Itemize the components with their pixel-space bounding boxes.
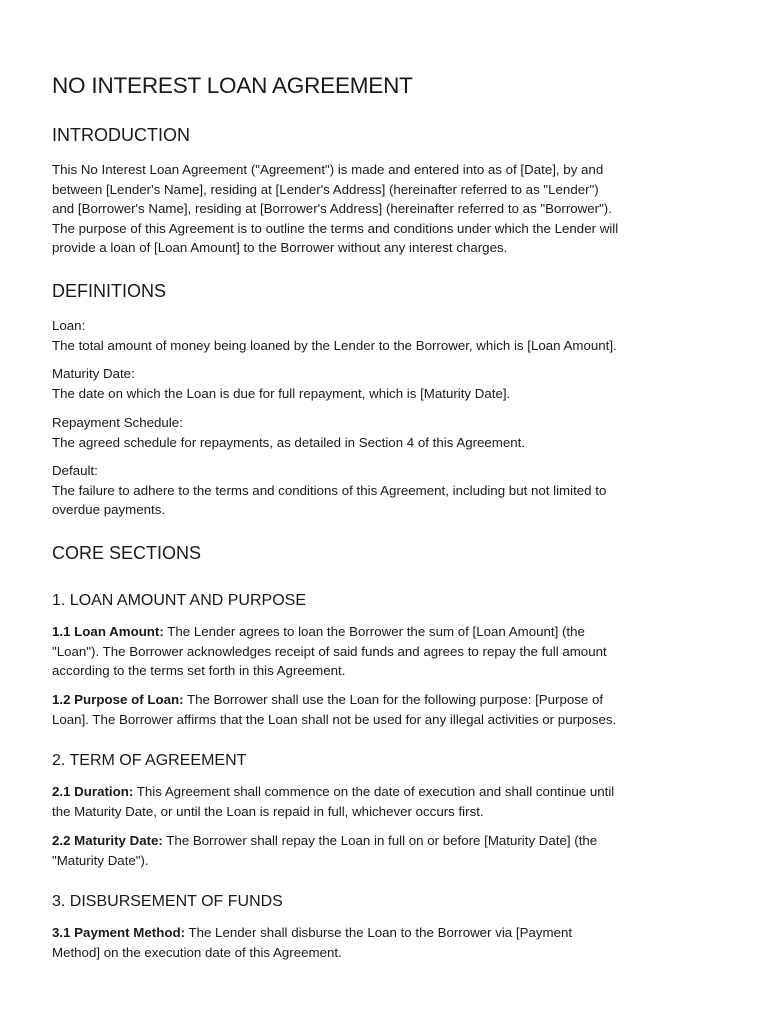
section-1-heading: 1. LOAN AMOUNT AND PURPOSE: [52, 592, 306, 609]
definition-repayment-schedule: [52, 413, 724, 452]
text-line: The purpose of this Agreement is to outline the terms and conditions under which the Lender will: [52, 220, 619, 236]
clause-text: The Borrower shall use the Loan for the following purpose: [Purpose of: [183, 692, 604, 707]
clause-text: The Lender shall disburse the Loan to the Borrower via [Payment: [185, 925, 573, 940]
definition-text: overdue payments.: [52, 502, 166, 517]
definition-term: Default:: [52, 463, 98, 478]
clause-1-1: [52, 622, 724, 681]
core-sections-heading: CORE SECTIONS: [52, 543, 202, 563]
clause-text: The Lender agrees to loan the Borrower the sum of [Loan Amount] (the: [163, 624, 585, 639]
section-3-heading: 3. DISBURSEMENT OF FUNDS: [52, 893, 283, 910]
clause-2-2: [52, 831, 724, 870]
clause-text: The Borrower shall repay the Loan in full on or before [Maturity Date] (the: [162, 833, 598, 848]
clause-label: 1.2 Purpose of Loan:: [52, 692, 184, 707]
introduction-paragraph: [52, 160, 724, 258]
clause-text: "Maturity Date").: [52, 852, 149, 868]
definition-text: The total amount of money being loaned by the Lender to the Borrower, which is [Loan Amount].: [52, 337, 617, 353]
text-line: This No Interest Loan Agreement ("Agreement") is made and entered into as of [Date], by and: [52, 162, 604, 177]
clause-1-2: [52, 690, 724, 729]
definition-text: The agreed schedule for repayments, as detailed in Section 4 of this Agreement.: [52, 434, 526, 450]
clause-first-line: [52, 831, 724, 851]
definition-maturity-date: [52, 364, 724, 403]
definition-default: [52, 461, 724, 520]
clause-text: Method] on the execution date of this Agreement.: [52, 944, 342, 960]
clause-label: 1.1 Loan Amount:: [52, 624, 164, 639]
clause-label: 2.2 Maturity Date:: [52, 833, 163, 848]
clause-first-line: [52, 622, 724, 642]
clause-3-1: [52, 923, 724, 962]
clause-2-1: [52, 782, 724, 821]
text-line: and [Borrower's Name], residing at [Borrower's Address] (hereinafter referred to as "Borrower").: [52, 201, 612, 216]
definitions-heading: DEFINITIONS: [52, 281, 167, 301]
document-title: NO INTEREST LOAN AGREEMENT: [52, 73, 413, 98]
clause-first-line: [52, 923, 724, 943]
definition-text: The date on which the Loan is due for full repayment, which is [Maturity Date].: [52, 385, 511, 401]
clause-text: Loan]. The Borrower affirms that the Loan shall not be used for any illegal activities or purposes.: [52, 711, 617, 727]
clause-text: the Maturity Date, or until the Loan is repaid in full, whichever occurs first.: [52, 803, 484, 819]
clause-first-line: [52, 690, 724, 710]
definition-term: Maturity Date:: [52, 366, 135, 381]
clause-text: according to the terms set forth in this Agreement.: [52, 663, 346, 678]
section-2-heading: 2. TERM OF AGREEMENT: [52, 752, 247, 769]
definition-term: Loan:: [52, 318, 86, 333]
introduction-heading: INTRODUCTION: [52, 125, 190, 145]
clause-text: This Agreement shall commence on the date of execution and shall continue until: [133, 784, 615, 799]
clause-text: "Loan"). The Borrower acknowledges receipt of said funds and agrees to repay the full amount: [52, 643, 607, 659]
clause-first-line: [52, 782, 724, 802]
text-line: between [Lender's Name], residing at [Lender's Address] (hereinafter referred to as "Lender"): [52, 181, 599, 197]
definition-text: The failure to adhere to the terms and conditions of this Agreement, including but not limited to: [52, 482, 607, 498]
clause-label: 3.1 Payment Method:: [52, 925, 185, 940]
text-line: provide a loan of [Loan Amount] to the Borrower without any interest charges.: [52, 240, 508, 255]
definition-term: Repayment Schedule:: [52, 415, 183, 430]
definition-loan: [52, 316, 724, 355]
clause-label: 2.1 Duration:: [52, 784, 134, 799]
